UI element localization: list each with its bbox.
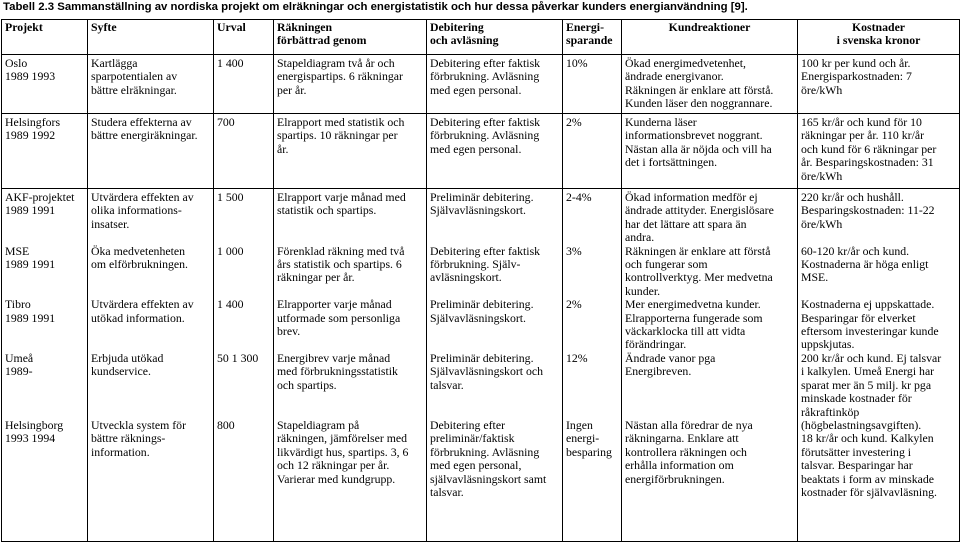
- cell-rakning: Elrapport med statistik och spartips. 10 räkningar per år.: [274, 114, 427, 189]
- header-kundreaktioner: Kundreaktioner: [622, 20, 798, 55]
- cell-sparande: 2%: [563, 114, 622, 189]
- cell-urval: 1 400: [214, 55, 274, 114]
- cell-syfte: Utvärdera effekten av olika informations- insatser. Öka medvetenheten om elförbrukningen. Utvärdera effekten av utökad information. Erbjuda utökad kundservice. Utveckla system för bättre räknings- information.: [88, 189, 214, 542]
- cell-projekt: AKF-projektet 1989 1991 MSE 1989 1991 Tibro 1989 1991 Umeå 1989- Helsingborg 1993 1994: [2, 189, 88, 542]
- cell-syfte: Kartlägga sparpotentialen av bättre elräkningar.: [88, 55, 214, 114]
- cell-kundreaktioner: Kunderna läser informationsbrevet noggrant. Nästan alla är nöjda och vill ha det i fortsättningen.: [622, 114, 798, 189]
- table-row: [2, 189, 960, 542]
- cell-debitering: Preliminär debitering. Självavläsningskort. Debitering efter faktisk förbrukning. Själv- avläsningskort. Preliminär debitering. Självavläsningskort. Preliminär debitering. Självavläsningskort och talsvar. Debitering efter preliminär/faktisk förbrukning. Avläsning med egen personal, självavläsningskort samt talsvar.: [427, 189, 563, 542]
- cell-urval: 1 500 1 000 1 400 50 1 300 800: [214, 189, 274, 542]
- cell-kostnader: 220 kr/år och hushåll. Besparingskostnaden: 11-22 öre/kWh 60-120 kr/år och kund. Kostnaderna är höga enligt MSE. Kostnaderna ej uppskattade. Besparingar för elverket eftersom investeringar kunde uppskjutas. 200 kr/år och kund. Ej talsvar i kalkylen. Umeå Energi har sparat mer än 5 milj. kr pga minskade kostnader för råkraftinköp (högbelastningsavgiften). 18 kr/år och kund. Kalkylen förutsätter investering i talsvar. Besparingar har beaktats i form av minskade kostnader för självavläsning.: [798, 189, 960, 542]
- cell-kundreaktioner: Ökad energimedvetenhet, ändrade energivanor. Räkningen är enklare att förstå. Kunden läser den noggrannare.: [622, 55, 798, 114]
- cell-debitering: Debitering efter faktisk förbrukning. Avläsning med egen personal.: [427, 55, 563, 114]
- energy-projects-table: [1, 19, 960, 542]
- cell-projekt: Helsingfors 1989 1992: [2, 114, 88, 189]
- header-rakning: Räkningen förbättrad genom: [274, 20, 427, 55]
- cell-projekt: Oslo 1989 1993: [2, 55, 88, 114]
- cell-kostnader: 100 kr per kund och år. Energisparkostnaden: 7 öre/kWh: [798, 55, 960, 114]
- table-row: [2, 55, 960, 114]
- table-row: [2, 114, 960, 189]
- cell-rakning: Elrapport varje månad med statistik och spartips. Förenklad räkning med två års statistik och spartips. 6 räkningar per år. Elrapporter varje månad utformade som personliga brev. Energibrev varje månad med förbrukningsstatistik och spartips. Stapeldiagram på räkningen, jämförelser med likvärdigt hus, spartips. 3, 6 och 12 räkningar per år. Varierar med kundgrupp.: [274, 189, 427, 542]
- header-syfte: Syfte: [88, 20, 214, 55]
- cell-kundreaktioner: Ökad information medför ej ändrade attityder. Energislösare har det lättare att spara än andra. Räkningen är enklare att förstå och fungerar som kontrollverktyg. Mer medvetna kunder. Mer energimedvetna kunder. Elrapporterna fungerade som väckarklocka till att vidta förändringar. Ändrade vanor pga Energibreven. Nästan alla föredrar de nya räkningarna. Enklare att kontrollera räkningen och erhålla information om energiförbrukningen.: [622, 189, 798, 542]
- cell-urval: 700: [214, 114, 274, 189]
- header-kostnader: Kostnader i svenska kronor: [798, 20, 960, 55]
- cell-debitering: Debitering efter faktisk förbrukning. Avläsning med egen personal.: [427, 114, 563, 189]
- cell-sparande: 2-4% 3% 2% 12% Ingen energi- besparing: [563, 189, 622, 542]
- header-urval: Urval: [214, 20, 274, 55]
- cell-sparande: 10%: [563, 55, 622, 114]
- header-projekt: Projekt: [2, 20, 88, 55]
- header-debitering: Debitering och avläsning: [427, 20, 563, 55]
- header-row: [2, 20, 960, 55]
- table-caption: Tabell 2.3 Sammanställning av nordiska projekt om elräkningar och energistatistik och hur dessa påverkar kunders energianvändning [9].: [3, 1, 748, 13]
- cell-syfte: Studera effekterna av bättre energiräkningar.: [88, 114, 214, 189]
- cell-kostnader: 165 kr/år och kund för 10 räkningar per år. 110 kr/år och kund för 6 räkningar per år. Besparingskostnaden: 31 öre/kWh: [798, 114, 960, 189]
- cell-rakning: Stapeldiagram två år och energispartips. 6 räkningar per år.: [274, 55, 427, 114]
- header-sparande: Energi- sparande: [563, 20, 622, 55]
